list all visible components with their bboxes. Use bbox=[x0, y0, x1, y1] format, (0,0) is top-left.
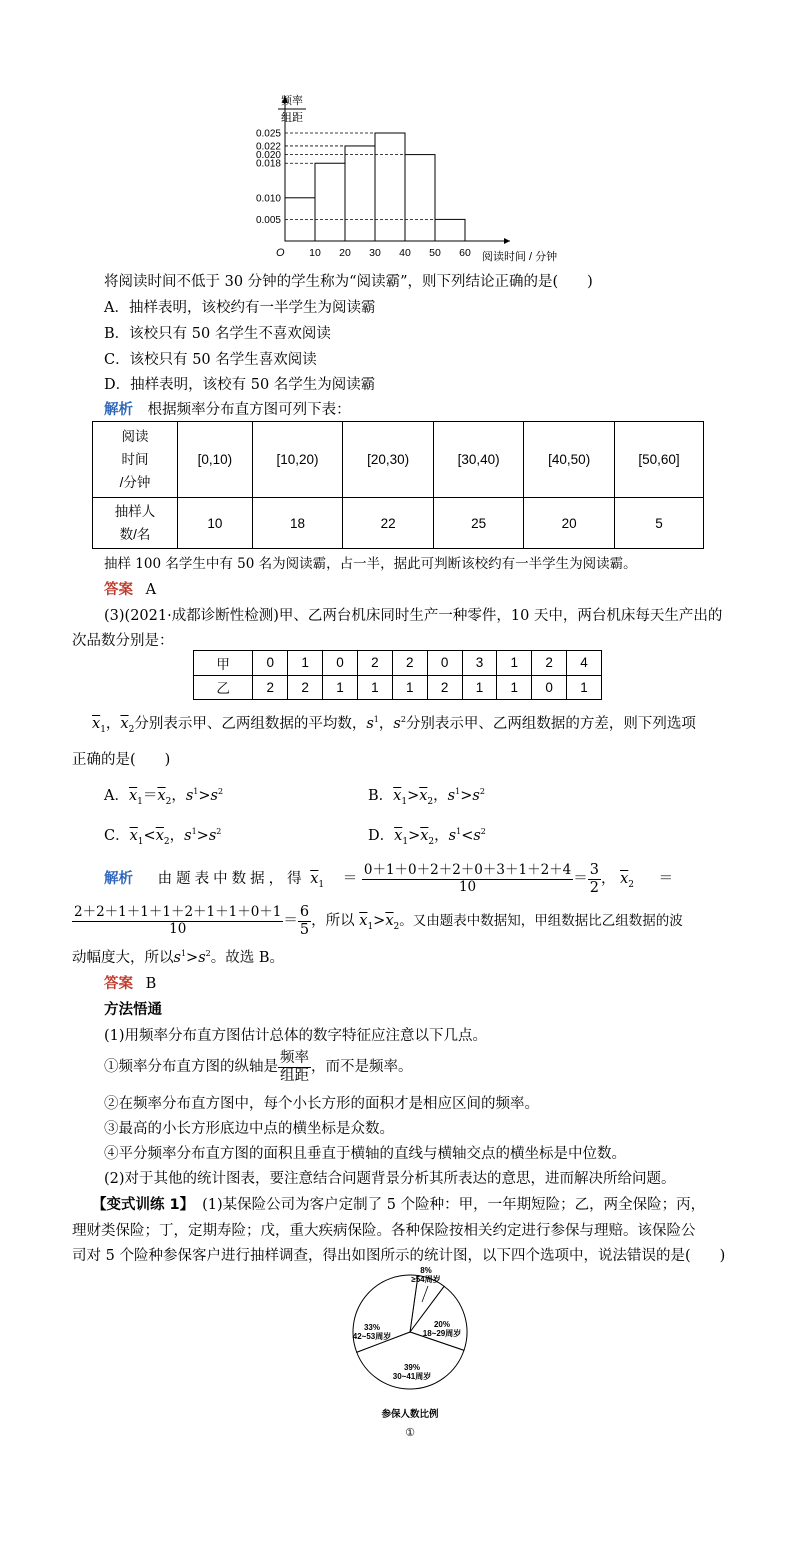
method-point-6: (2)对于其他的统计图表，要注意结合问题背景分析其所表达的意思，进而解决所给问题。 bbox=[104, 1171, 676, 1187]
q3-stem-2: 次品数分别是： bbox=[72, 633, 174, 649]
q3-description-2: 正确的是( ) bbox=[72, 752, 171, 768]
q2-option-d: D．抽样表明，该校有 50 名学生为阅读霸 bbox=[104, 377, 376, 393]
answer-value: B bbox=[145, 976, 157, 992]
x-axis-label: 阅读时间 / 分钟 bbox=[482, 251, 558, 263]
q2-answer bbox=[104, 578, 156, 599]
table-cell: 2 bbox=[392, 651, 427, 676]
table-cell: 2 bbox=[427, 675, 462, 700]
q3-answer bbox=[104, 972, 156, 993]
table-cell: 1 bbox=[567, 675, 602, 700]
frequency-histogram bbox=[240, 88, 580, 268]
y-tick-label: 0.022 bbox=[255, 141, 281, 153]
table-header-cell: 乙 bbox=[194, 675, 253, 700]
y-tick-label: 0.020 bbox=[255, 150, 281, 162]
variant-line-3: 司对 5 个险种参保客户进行抽样调查，得出如图所示的统计图，以下四个选项中，说法错误的是( ) bbox=[72, 1248, 726, 1264]
table-cell: 1 bbox=[497, 651, 532, 676]
pie-caption: 参保人数比例 bbox=[381, 1409, 439, 1420]
q3-option-a: A．$\overline{x}_1=\overline{x}_2$，$s^1>s^2$ bbox=[104, 787, 224, 807]
q2-analysis bbox=[104, 398, 351, 419]
q3-analysis-line2: $\frac{2+2+1+1+1+2+1+1+0+1}{10}$ ＝ $\frac{6}{5}$ ，所以 $\overline{x}_1>\overline{x}_2$。又由题表中数据知，甲组数据比乙组数据的波 bbox=[74, 904, 683, 938]
table-cell: 1 bbox=[462, 675, 497, 700]
pie-number: ① bbox=[405, 1427, 415, 1439]
table-cell: 18 bbox=[252, 498, 343, 549]
method-point-4: ③最高的小长方形底边中点的横坐标是众数。 bbox=[104, 1121, 394, 1137]
q3-option-b: B．$\overline{x}_1>\overline{x}_2$，$s^1>s^2$ bbox=[368, 787, 485, 807]
q2-option-b: B．该校只有 50 名学生不喜欢阅读 bbox=[104, 326, 331, 342]
method-point-5: ④平分频率分布直方图的面积且垂直于横轴的直线与横轴交点的横坐标是中位数。 bbox=[104, 1146, 626, 1162]
table-cell: 25 bbox=[433, 498, 524, 549]
table-cell: 3 bbox=[462, 651, 497, 676]
x-tick-label: 20 bbox=[339, 247, 351, 259]
q3-option-d: D．$\overline{x}_1>\overline{x}_2$，$s^1<s^2$ bbox=[368, 827, 486, 847]
x-axis-arrow bbox=[504, 238, 510, 244]
q3-stem-1: (3)(2021·成都诊断性检测)甲、乙两台机床同时生产一种零件，10 天中，两台机床每天生产出的 bbox=[104, 608, 723, 624]
pie-category-label: 18~29周岁 bbox=[422, 1329, 462, 1338]
table-header-cell: 甲 bbox=[194, 651, 253, 676]
table-cell: 1 bbox=[392, 675, 427, 700]
answer-value: A bbox=[145, 582, 157, 598]
y-tick-label: 0.025 bbox=[255, 128, 281, 140]
table-cell: [40,50) bbox=[524, 422, 615, 498]
variant-label: 【变式训练 1】 bbox=[92, 1197, 195, 1213]
table-cell: 0 bbox=[323, 651, 358, 676]
method-title: 方法悟通 bbox=[104, 1002, 162, 1018]
table-cell: 2 bbox=[253, 675, 288, 700]
reading-time-table bbox=[92, 421, 704, 549]
y-tick-label: 0.005 bbox=[255, 214, 281, 226]
table-cell: 2 bbox=[288, 675, 323, 700]
x-tick-label: 50 bbox=[429, 247, 441, 259]
pie-category-label: 42~53周岁 bbox=[352, 1332, 392, 1341]
method-point-2: ①频率分布直方图的纵轴是 $\frac{\text{频率}}{\text{组距}}$ ，而不是频率。 bbox=[104, 1050, 413, 1084]
y-tick-label: 0.018 bbox=[255, 158, 281, 170]
table-row bbox=[93, 422, 704, 498]
table-row bbox=[93, 498, 704, 549]
q3-description: $\overline{x}_1$，$\overline{x}_2$分别表示甲、乙两组数据的平均数，$s^1$，$s^2$分别表示甲、乙两组数据的方差，则下列选项 bbox=[92, 715, 696, 735]
pie-percent-label: 8% bbox=[420, 1266, 432, 1275]
table-header-cell: 阅读 时间 /分钟 bbox=[93, 422, 178, 498]
analysis-label: 解析 bbox=[104, 402, 133, 418]
table-cell: 1 bbox=[288, 651, 323, 676]
q3-analysis-line3: 动幅度大，所以$s^1>s^2$。故选 B。 bbox=[72, 949, 285, 966]
table-cell: 0 bbox=[253, 651, 288, 676]
table-cell: [50,60] bbox=[614, 422, 703, 498]
y-tick-label: 0.010 bbox=[255, 193, 281, 205]
q2-option-c: C．该校只有 50 名学生喜欢阅读 bbox=[104, 352, 317, 368]
answer-label: 答案 bbox=[104, 582, 133, 598]
analysis-text: 根据频率分布直方图可列下表： bbox=[147, 402, 351, 418]
table-cell: 4 bbox=[567, 651, 602, 676]
table-cell: 10 bbox=[178, 498, 253, 549]
pie-category-label: 30~41周岁 bbox=[392, 1372, 432, 1381]
analysis-label: 解析 bbox=[104, 871, 133, 888]
table-cell: [0,10) bbox=[178, 422, 253, 498]
table-cell: 0 bbox=[427, 651, 462, 676]
table-row bbox=[194, 675, 602, 700]
histogram-bar bbox=[435, 219, 465, 241]
table-cell: 2 bbox=[357, 651, 392, 676]
x-tick-label: 10 bbox=[309, 247, 321, 259]
histogram-bar bbox=[405, 155, 435, 241]
table-cell: 1 bbox=[497, 675, 532, 700]
table-cell: 1 bbox=[323, 675, 358, 700]
table-cell: 5 bbox=[614, 498, 703, 549]
variant-line-2: 理财类保险；丁，定期寿险；戊，重大疾病保险。各种保险按相关约定进行参保与理赔。该保险公 bbox=[72, 1223, 696, 1239]
x-tick-label: 30 bbox=[369, 247, 381, 259]
table-cell: 22 bbox=[343, 498, 434, 549]
method-point-1: (1)用频率分布直方图估计总体的数字特征应注意以下几点。 bbox=[104, 1028, 488, 1044]
table-cell: 0 bbox=[532, 675, 567, 700]
table-row bbox=[194, 651, 602, 676]
pie-percent-label: 33% bbox=[363, 1323, 381, 1332]
table-cell: [10,20) bbox=[252, 422, 343, 498]
table-cell: [20,30) bbox=[343, 422, 434, 498]
pie-percent-label: 20% bbox=[433, 1320, 451, 1329]
histogram-bar bbox=[345, 146, 375, 241]
answer-label: 答案 bbox=[104, 976, 133, 992]
y-axis-label-bottom: 组距 bbox=[281, 112, 303, 124]
table-cell: 20 bbox=[524, 498, 615, 549]
table-header-cell: 抽样人 数/名 bbox=[93, 498, 178, 549]
variant-line-1: 【变式训练 1】 (1)某保险公司为客户定制了 5 个险种：甲，一年期短险；乙，两全保险；丙， bbox=[92, 1197, 706, 1213]
age-pie-chart bbox=[330, 1262, 490, 1442]
pie-percent-label: 39% bbox=[403, 1363, 421, 1372]
q3-analysis-line1: 解析 由题表中数据，得 $\overline{x}_1$ ＝ $\frac{0+1+0+2+2+0+3+1+2+4}{10}$ ＝ $\frac{3}{2}$ ， $\overline{x}_2$ ＝ bbox=[104, 862, 674, 896]
histogram-bar bbox=[315, 163, 345, 241]
table-cell: [30,40) bbox=[433, 422, 524, 498]
q2-stem: 将阅读时间不低于 30 分钟的学生称为“阅读霸”，则下列结论正确的是( ) bbox=[104, 274, 593, 290]
q3-option-c: C．$\overline{x}_1<\overline{x}_2$，$s^1>s^2$ bbox=[104, 827, 222, 847]
table-cell: 2 bbox=[532, 651, 567, 676]
y-axis-label-top: 频率 bbox=[281, 95, 303, 107]
histogram-bar bbox=[375, 133, 405, 241]
q2-conclusion: 抽样 100 名学生中有 50 名为阅读霸，占一半，据此可判断该校约有一半学生为阅读霸。 bbox=[104, 556, 637, 572]
defects-table bbox=[193, 650, 602, 700]
method-point-3: ②在频率分布直方图中，每个小长方形的面积才是相应区间的频率。 bbox=[104, 1096, 539, 1112]
table-cell: 1 bbox=[357, 675, 392, 700]
q2-option-a: A．抽样表明，该校约有一半学生为阅读霸 bbox=[104, 300, 376, 316]
x-tick-label: 60 bbox=[459, 247, 471, 259]
origin-label: O bbox=[276, 247, 285, 259]
pie-category-label: ≥54周岁 bbox=[411, 1275, 441, 1284]
x-tick-label: 40 bbox=[399, 247, 411, 259]
